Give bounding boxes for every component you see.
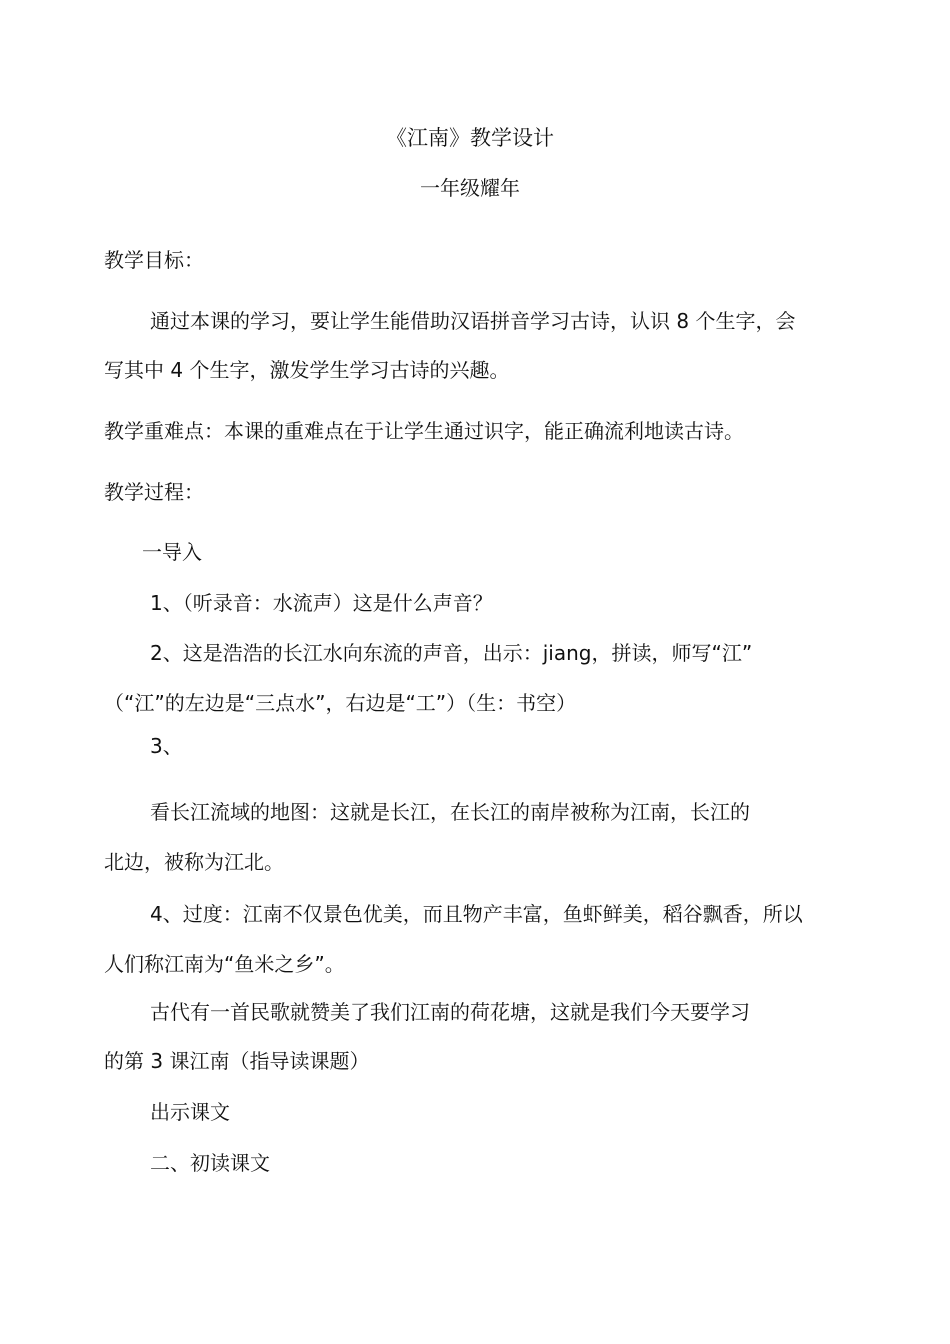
objectives-line-1: 通过本课的学习，要让学生能借助汉语拼音学习古诗，认识 8 个生字，会 [150, 309, 796, 333]
paragraph-line-1: 古代有一首民歌就赞美了我们江南的荷花塘，这就是我们今天要学习 [150, 1000, 750, 1024]
process-heading: 教学过程： [104, 480, 204, 504]
section-first-reading: 二、初读课文 [150, 1151, 270, 1175]
section-intro: 一导入 [142, 540, 202, 564]
step-3-line-2: 北边，被称为江北。 [104, 850, 284, 874]
page-subtitle: 一年级耀年 [420, 176, 520, 200]
step-1: 1、（听录音：水流声）这是什么声音？ [150, 591, 493, 615]
key-points: 教学重难点：本课的重难点在于让学生通过识字，能正确流利地读古诗。 [104, 419, 744, 443]
paragraph-line-2: 的第 3 课江南（指导读课题） [104, 1049, 370, 1073]
step-4-line-1: 4、过度：江南不仅景色优美，而且物产丰富，鱼虾鲜美，稻谷飘香，所以 [150, 902, 803, 926]
step-2-line-2: （“江”的左边是“三点水”，右边是“工”）（生：书空） [104, 691, 577, 715]
objectives-heading: 教学目标： [104, 248, 204, 272]
step-3-line-1: 看长江流域的地图：这就是长江，在长江的南岸被称为江南，长江的 [150, 800, 750, 824]
step-2-line-1: 2、这是浩浩的长江水向东流的声音，出示：jiang，拼读，师写“江” [150, 641, 753, 665]
step-4-line-2: 人们称江南为“鱼米之乡”。 [104, 952, 345, 976]
show-text: 出示课文 [150, 1100, 230, 1124]
page-title: 《江南》教学设计 [386, 126, 554, 150]
step-3-label: 3、 [150, 734, 183, 758]
objectives-line-2: 写其中 4 个生字，激发学生学习古诗的兴趣。 [104, 358, 510, 382]
